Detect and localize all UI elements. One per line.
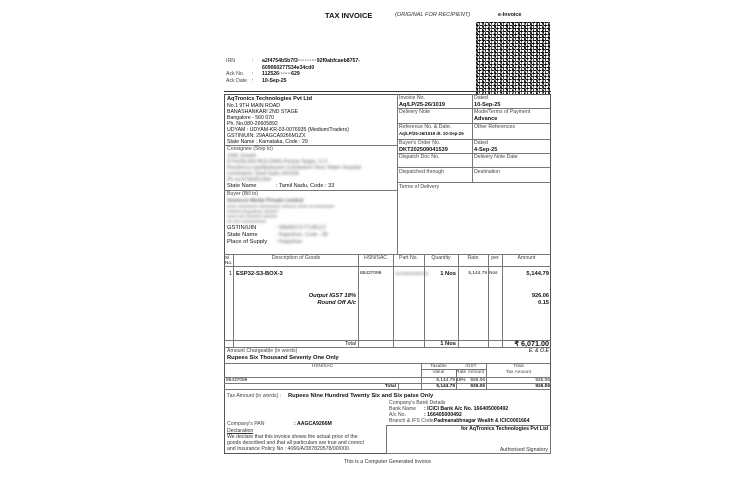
seller-name: AqTronics Technologies Pvt Ltd xyxy=(227,96,313,102)
consignee-address-3: coimbatore,Tamil Nadu-641005 xyxy=(227,171,300,177)
buyer-order-value: DKT202509041539 xyxy=(399,146,448,153)
consignee-state-label: State Name xyxy=(227,183,257,189)
tax-col-total: Total xyxy=(513,364,524,369)
eoe-label: E. & O.E xyxy=(528,348,549,354)
declaration-line-1: We declare that this invoice shows the actual price of the xyxy=(227,434,358,440)
item-description: ESP32-S3-BOX-3 xyxy=(236,271,283,277)
branch-ifs-value: Padmanabhnagar Wealth & ICIC0001664 xyxy=(434,418,530,424)
order-dated-label: Dated xyxy=(474,140,488,146)
einvoice-label: e-Invoice xyxy=(498,12,522,18)
irn-value-1: a2f4754b5b7f3···········92f0abfcaeb8757- xyxy=(262,58,361,64)
item-amount: 5,144.79 xyxy=(526,271,549,277)
tax-row-rate: 18% xyxy=(456,377,466,383)
item-per: Nos xyxy=(489,271,498,276)
tax-total-label: Total xyxy=(384,383,396,389)
buyer-address-1: #### ######## ######### ###### #### ## ######## xyxy=(227,204,335,209)
sep: : xyxy=(252,58,254,64)
copy-label: (ORIGINAL FOR RECIPIENT) xyxy=(395,12,471,18)
sep: : xyxy=(252,77,254,84)
bank-details-title: Company's Bank Details xyxy=(389,399,446,406)
place-of-supply-value: : Rajasthan xyxy=(276,239,303,245)
sep: : xyxy=(252,71,254,77)
consignee-address-1: ETHUNLADI BUILDING,Periyar Nagar, G.V. xyxy=(227,159,329,165)
col-quantity: Quantity xyxy=(431,255,451,261)
tax-col-taxable: Taxable xyxy=(430,364,447,369)
col-sl: Sl No. xyxy=(225,255,233,265)
tax-col-amount: Amount xyxy=(467,370,485,375)
buyer-name: Semicon Media Private Limited xyxy=(227,198,304,204)
grand-total-amount: ₹ 6,071.00 xyxy=(514,339,549,348)
account-no-label: A/c No. xyxy=(389,412,407,418)
dispatch-doc-label: Dispatch Doc No. xyxy=(399,154,440,160)
buyer-state-label: State Name xyxy=(227,232,258,238)
buyer-gstin-label: GSTIN/UIN xyxy=(227,225,257,231)
signatory-company: for AqTronics Technologies Pvt Ltd xyxy=(460,426,548,432)
dispatched-through-label: Dispatched through xyxy=(399,169,444,175)
authorised-signatory: Authorised Signatory xyxy=(499,447,548,453)
invoice-title: TAX INVOICE xyxy=(325,11,373,20)
reference-label: Reference No. & Date. xyxy=(399,124,452,130)
seller-address-1: No.1 9TH MAIN ROAD xyxy=(227,102,281,109)
tax-line-roundoff-label: Round Off A/c xyxy=(317,299,356,306)
col-hsn: HSN/SAC xyxy=(363,255,388,261)
declaration-line-3: and Insurance Policy No : 4066/A/387820578/00/000. xyxy=(227,446,351,452)
items-total-label: Total xyxy=(345,341,356,347)
seller-state: State Name : Karnataka, Code : 29 xyxy=(227,138,308,145)
tax-col-total-2: Tax Amount xyxy=(505,370,532,375)
declaration-title: Declaration xyxy=(227,428,254,434)
declaration-line-2: goods described and that all particulars are true and correct xyxy=(227,440,364,446)
qr-code-icon xyxy=(476,22,550,95)
buyer-address-4: ## ### ########## xyxy=(227,219,267,224)
seller-udyam: UDYAM : UDYAM-KR-03-0076935 (Medium/Traders) xyxy=(227,126,349,133)
col-rate: Rate xyxy=(467,255,479,261)
branch-ifs-label: Branch & IFS Code: xyxy=(389,418,436,424)
item-rate: 5,144.79 xyxy=(468,271,487,276)
seller-address-2: BANASHANKARI 2ND STAGE xyxy=(227,108,299,115)
col-per: per xyxy=(491,255,499,261)
tax-total-amount: 926.06 xyxy=(470,383,485,389)
item-sl: 1 xyxy=(228,271,232,277)
pan-label: Company's PAN xyxy=(227,421,265,427)
delivery-note-label: Delivery Note xyxy=(399,109,431,115)
tax-words-value: Rupees Nine Hundred Twenty Six and Six paise Only xyxy=(288,392,434,399)
consignee-address-2: Residency,Uppilipalayam,Coimbatore Near Water Hospital xyxy=(227,165,362,171)
tax-row-hsn: 85437099 xyxy=(226,377,248,383)
consignee-label: Consignee (Ship to) xyxy=(227,146,273,152)
items-total-qty: 1 Nos xyxy=(440,341,456,347)
dated-label: Dated xyxy=(474,95,488,101)
irn-label: IRN xyxy=(226,58,235,64)
ack-no-value: 112526·······629 xyxy=(262,71,300,77)
tax-col-rate: Rate xyxy=(456,370,467,375)
item-part-no: 1614E5S3BOX3 xyxy=(395,271,429,276)
buyer-state-value: : Rajasthan, Code : 08 xyxy=(276,232,328,238)
reference-value: Aq/LP/25-26/1019 dt. 10-Sep-25 xyxy=(399,131,464,136)
consignee-state-value: : Tamil Nadu, Code : 33 xyxy=(276,183,335,189)
seller-phone: Ph. No.080-26605892 xyxy=(227,120,278,127)
ack-date-label: Ack Date xyxy=(226,77,248,84)
seller-address-3: Bangalore - 560 070 xyxy=(227,114,275,121)
item-hsn: 85437099 xyxy=(360,271,382,276)
tax-col-igst: IGST xyxy=(465,364,477,369)
payment-terms-value: Advance xyxy=(474,116,498,122)
tax-line-igst-amount: 926.06 xyxy=(531,293,549,299)
account-no-value: : 166405000492 xyxy=(424,412,462,418)
payment-terms-label: Mode/Terms of Payment xyxy=(474,109,531,115)
order-dated-value: 4-Sep-25 xyxy=(474,146,498,153)
terms-of-delivery-label: Terms of Delivery xyxy=(399,184,440,190)
irn-value-2: 609060277534e34cd0 xyxy=(262,64,315,71)
pan-value: : AAGCA9266M xyxy=(294,421,332,427)
buyer-order-label: Buyer's Order No. xyxy=(399,140,441,146)
ack-no-label: Ack No. xyxy=(226,71,245,77)
amount-words-value: Rupees Six Thousand Seventy One Only xyxy=(227,355,339,361)
buyer-gstin-value: : 08AAKCS7712B1ZJ xyxy=(276,225,326,231)
dated-value: 10-Sep-25 xyxy=(474,101,501,108)
consignee-name: Jobit Joseph xyxy=(227,153,257,159)
tax-row-total: 926.06 xyxy=(535,377,550,383)
buyer-address-2: ######,Rajasthan-303007 xyxy=(227,209,279,214)
invoice-no-label: Invoice No. xyxy=(399,95,425,101)
tax-words-label: Tax Amount (in words) : xyxy=(227,393,282,399)
tax-col-hsn: HSN/SAC xyxy=(311,364,334,369)
buyer-label: Buyer (Bill to) xyxy=(227,191,259,197)
bank-name-value: : ICICI Bank A/c No. 166405000492 xyxy=(424,406,509,412)
consignee-phone: Ph no:9746451364 xyxy=(227,177,271,183)
col-amount: Amount xyxy=(517,255,536,261)
destination-label: Destination xyxy=(474,169,500,175)
ack-date-value: 10-Sep-25 xyxy=(262,77,287,84)
tax-total-taxable: 5,144.79 xyxy=(436,383,455,389)
tax-line-roundoff-amount: 0.15 xyxy=(538,299,549,306)
seller-gstin: GSTIN/UIN: 29AAGCA9266M1ZX xyxy=(227,132,306,139)
amount-words-label: Amount Chargeable (in words) xyxy=(227,348,298,354)
other-references-label: Other References xyxy=(474,124,515,130)
invoice-no-value: Aq/LP/25-26/1019 xyxy=(399,101,446,108)
bank-name-label: Bank Name xyxy=(389,406,417,412)
tax-total-tax: 926.06 xyxy=(535,383,550,389)
tax-row-taxable: 5,144.79 xyxy=(436,377,455,383)
col-part-no: Part No. xyxy=(398,255,419,261)
item-quantity: 1 Nos xyxy=(440,271,456,277)
buyer-address-3: #### ### ###### ###### xyxy=(227,214,278,219)
tax-col-taxable-2: Value xyxy=(432,370,445,375)
tax-line-igst-label: Output IGST 18% xyxy=(308,293,356,299)
delivery-note-date-label: Delivery Note Date xyxy=(474,154,518,160)
footer-note: This is a Computer Generated Invoice xyxy=(343,459,432,465)
place-of-supply-label: Place of Supply xyxy=(227,239,268,245)
col-description: Description of Goods xyxy=(271,255,321,261)
tax-row-amount: 926.06 xyxy=(470,377,485,383)
